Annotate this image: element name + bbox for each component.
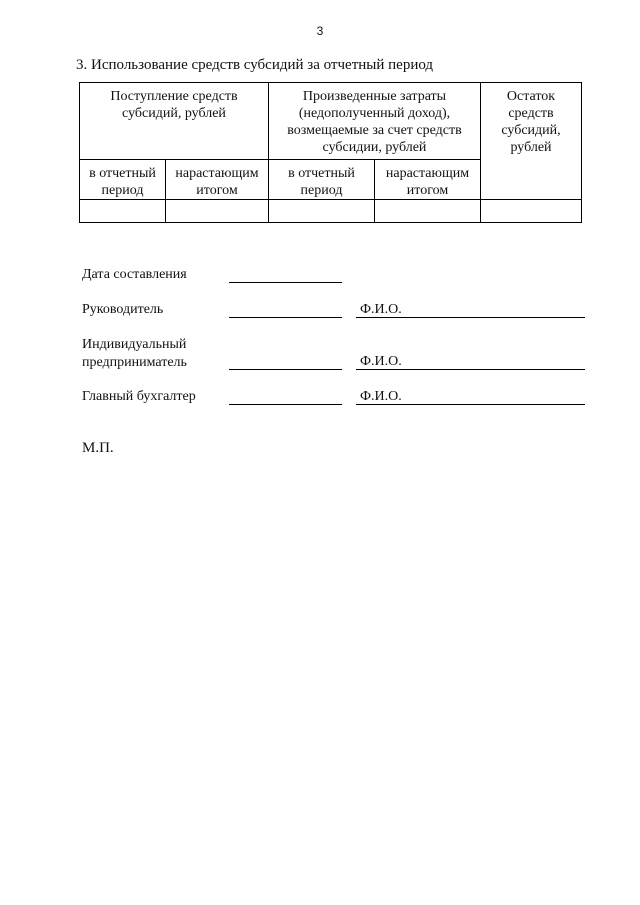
data-cell-remaining[interactable]: [481, 200, 582, 223]
data-cell-expenses-period[interactable]: [269, 200, 375, 223]
subheader-expenses-period: в отчетный период: [269, 160, 375, 200]
accountant-fio-line[interactable]: [356, 404, 585, 405]
entrepreneur-label: Индивидуальный предприниматель: [82, 337, 187, 370]
stamp-place-label: М.П.: [82, 440, 114, 456]
head-label: Руководитель: [82, 302, 164, 317]
page-number: 3: [316, 24, 324, 38]
head-signature-line[interactable]: [229, 317, 342, 318]
section-title: 3. Использование средств субсидий за отчетный период: [76, 57, 434, 73]
head-fio-line[interactable]: [356, 317, 585, 318]
head-fio-label: Ф.И.О.: [360, 302, 402, 317]
subsidy-usage-table: [79, 82, 582, 223]
header-subsidy-received: Поступление средств субсидий, рублей: [80, 83, 269, 160]
header-remaining-funds: Остаток средств субсидий, рублей: [481, 83, 582, 200]
header-expenses-incurred: Произведенные затраты (недополученный доход), возмещаемые за счет средств субсидии, рублей: [269, 83, 481, 160]
subheader-received-cumulative: нарастающим итогом: [166, 160, 269, 200]
entrepreneur-signature-line[interactable]: [229, 369, 342, 370]
entrepreneur-fio-label: Ф.И.О.: [360, 354, 402, 369]
accountant-fio-label: Ф.И.О.: [360, 389, 402, 404]
date-signature-line[interactable]: [229, 282, 342, 283]
data-cell-received-cumulative[interactable]: [166, 200, 269, 223]
entrepreneur-fio-line[interactable]: [356, 369, 585, 370]
subheader-received-period: в отчетный период: [80, 160, 166, 200]
data-cell-received-period[interactable]: [80, 200, 166, 223]
accountant-signature-line[interactable]: [229, 404, 342, 405]
date-label: Дата составления: [82, 267, 187, 282]
subheader-expenses-cumulative: нарастающим итогом: [375, 160, 481, 200]
data-cell-expenses-cumulative[interactable]: [375, 200, 481, 223]
accountant-label: Главный бухгалтер: [82, 389, 196, 404]
